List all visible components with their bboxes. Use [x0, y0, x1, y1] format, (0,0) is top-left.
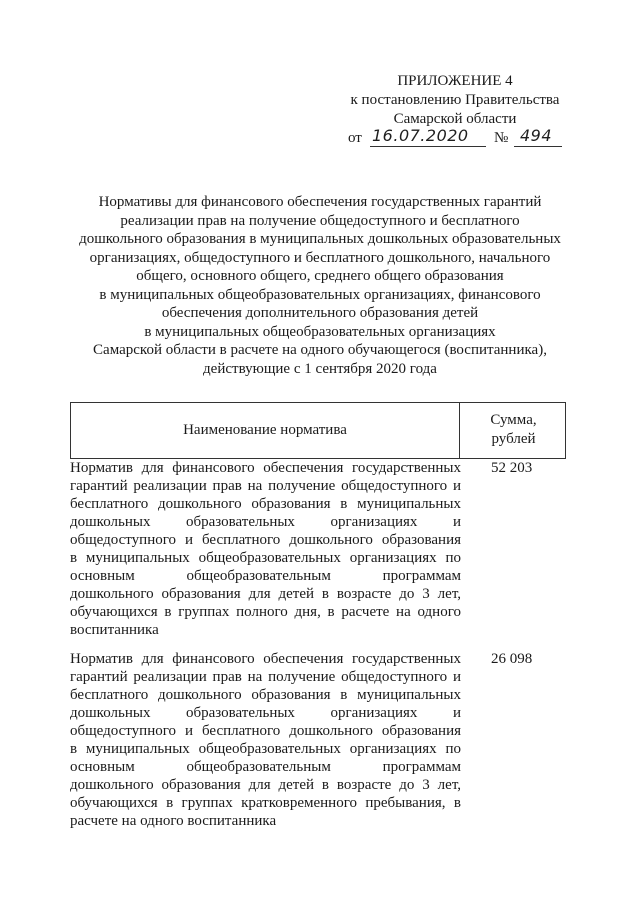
norm-line: общедоступного и бесплатного дошкольного образования [70, 723, 461, 739]
norm-line: Норматив для финансового обеспечения государственных [70, 651, 461, 667]
norm-line: общедоступного и бесплатного дошкольного образования [70, 532, 461, 548]
appendix-title: ПРИЛОЖЕНИЕ 4 [397, 73, 513, 89]
number-underline [514, 146, 562, 147]
title-line: общего, основного общего, среднего общего образования [136, 268, 504, 284]
norm-line: основным общеобразовательным программам [70, 568, 461, 584]
number-label: № [494, 130, 509, 146]
norm-line: в муниципальных общеобразовательных организациях по [70, 550, 461, 566]
header-sum-cell [460, 403, 567, 458]
norms-table [70, 402, 566, 829]
appendix-header [330, 72, 580, 148]
appendix-region-line: Самарской области [393, 111, 517, 127]
appendix-decree-line: к постановлению Правительства [350, 92, 560, 108]
norm-line: расчете на одного воспитанника [70, 813, 277, 829]
norm-line: воспитанника [70, 622, 159, 638]
title-line: в муниципальных общеобразовательных организациях [144, 323, 496, 340]
from-label: от [348, 130, 362, 146]
title-line: организациях, общедоступного и бесплатного дошкольного, начального [89, 249, 551, 266]
norm-line: обучающихся в группах кратковременного пребывания, в [70, 795, 461, 811]
norm-line: гарантий реализации прав на получение общедоступного и [70, 478, 461, 494]
norm-line: Норматив для финансового обеспечения государственных [70, 460, 461, 476]
title-line: Самарской области в расчете на одного обучающегося (воспитанника), [93, 342, 547, 358]
norm-line: в муниципальных общеобразовательных организациях по [70, 741, 461, 757]
norm-name-cell [70, 459, 461, 639]
norm-line: бесплатного дошкольного образования в муниципальных [70, 687, 461, 703]
norm-line: дошкольного образования для детей в возрасте до 3 лет, [70, 777, 461, 793]
norm-sum-cell: 26 098 [491, 651, 533, 667]
title-line: дошкольного образования в муниципальных дошкольных образовательных [79, 231, 561, 247]
header-sum-line: Сумма, [490, 412, 537, 428]
norm-line: дошкольного образования для детей в возрасте до 3 лет, [70, 586, 461, 602]
norm-line: дошкольных образовательных организациях и [70, 514, 461, 530]
document-title [60, 193, 580, 378]
title-line: в муниципальных общеобразовательных организациях, финансового [99, 286, 541, 303]
table-header [70, 402, 566, 459]
title-line: Нормативы для финансового обеспечения государственных гарантий [98, 194, 542, 210]
norm-line: гарантий реализации прав на получение общедоступного и [70, 669, 461, 685]
header-name-cell: Наименование норматива [71, 403, 460, 458]
handwritten-number: 494 [520, 126, 553, 145]
norm-sum-cell: 52 203 [491, 460, 533, 476]
handwritten-date: 16.07.2020 [372, 126, 469, 145]
title-line: реализации прав на получение общедоступного и бесплатного [120, 212, 520, 229]
norm-name-cell [70, 650, 461, 830]
norm-line: основным общеобразовательным программам [70, 759, 461, 775]
decree-date-number-line [330, 126, 580, 148]
norm-line: бесплатного дошкольного образования в муниципальных [70, 496, 461, 512]
title-line: действующие с 1 сентября 2020 года [203, 360, 437, 377]
norm-line: дошкольных образовательных организациях и [70, 705, 461, 721]
title-line: обеспечения дополнительного образования детей [161, 305, 479, 321]
norm-line: обучающихся в группах полного дня, в расчете на одного [70, 604, 461, 620]
date-underline [370, 146, 486, 147]
header-sum-line: рублей [491, 431, 536, 447]
